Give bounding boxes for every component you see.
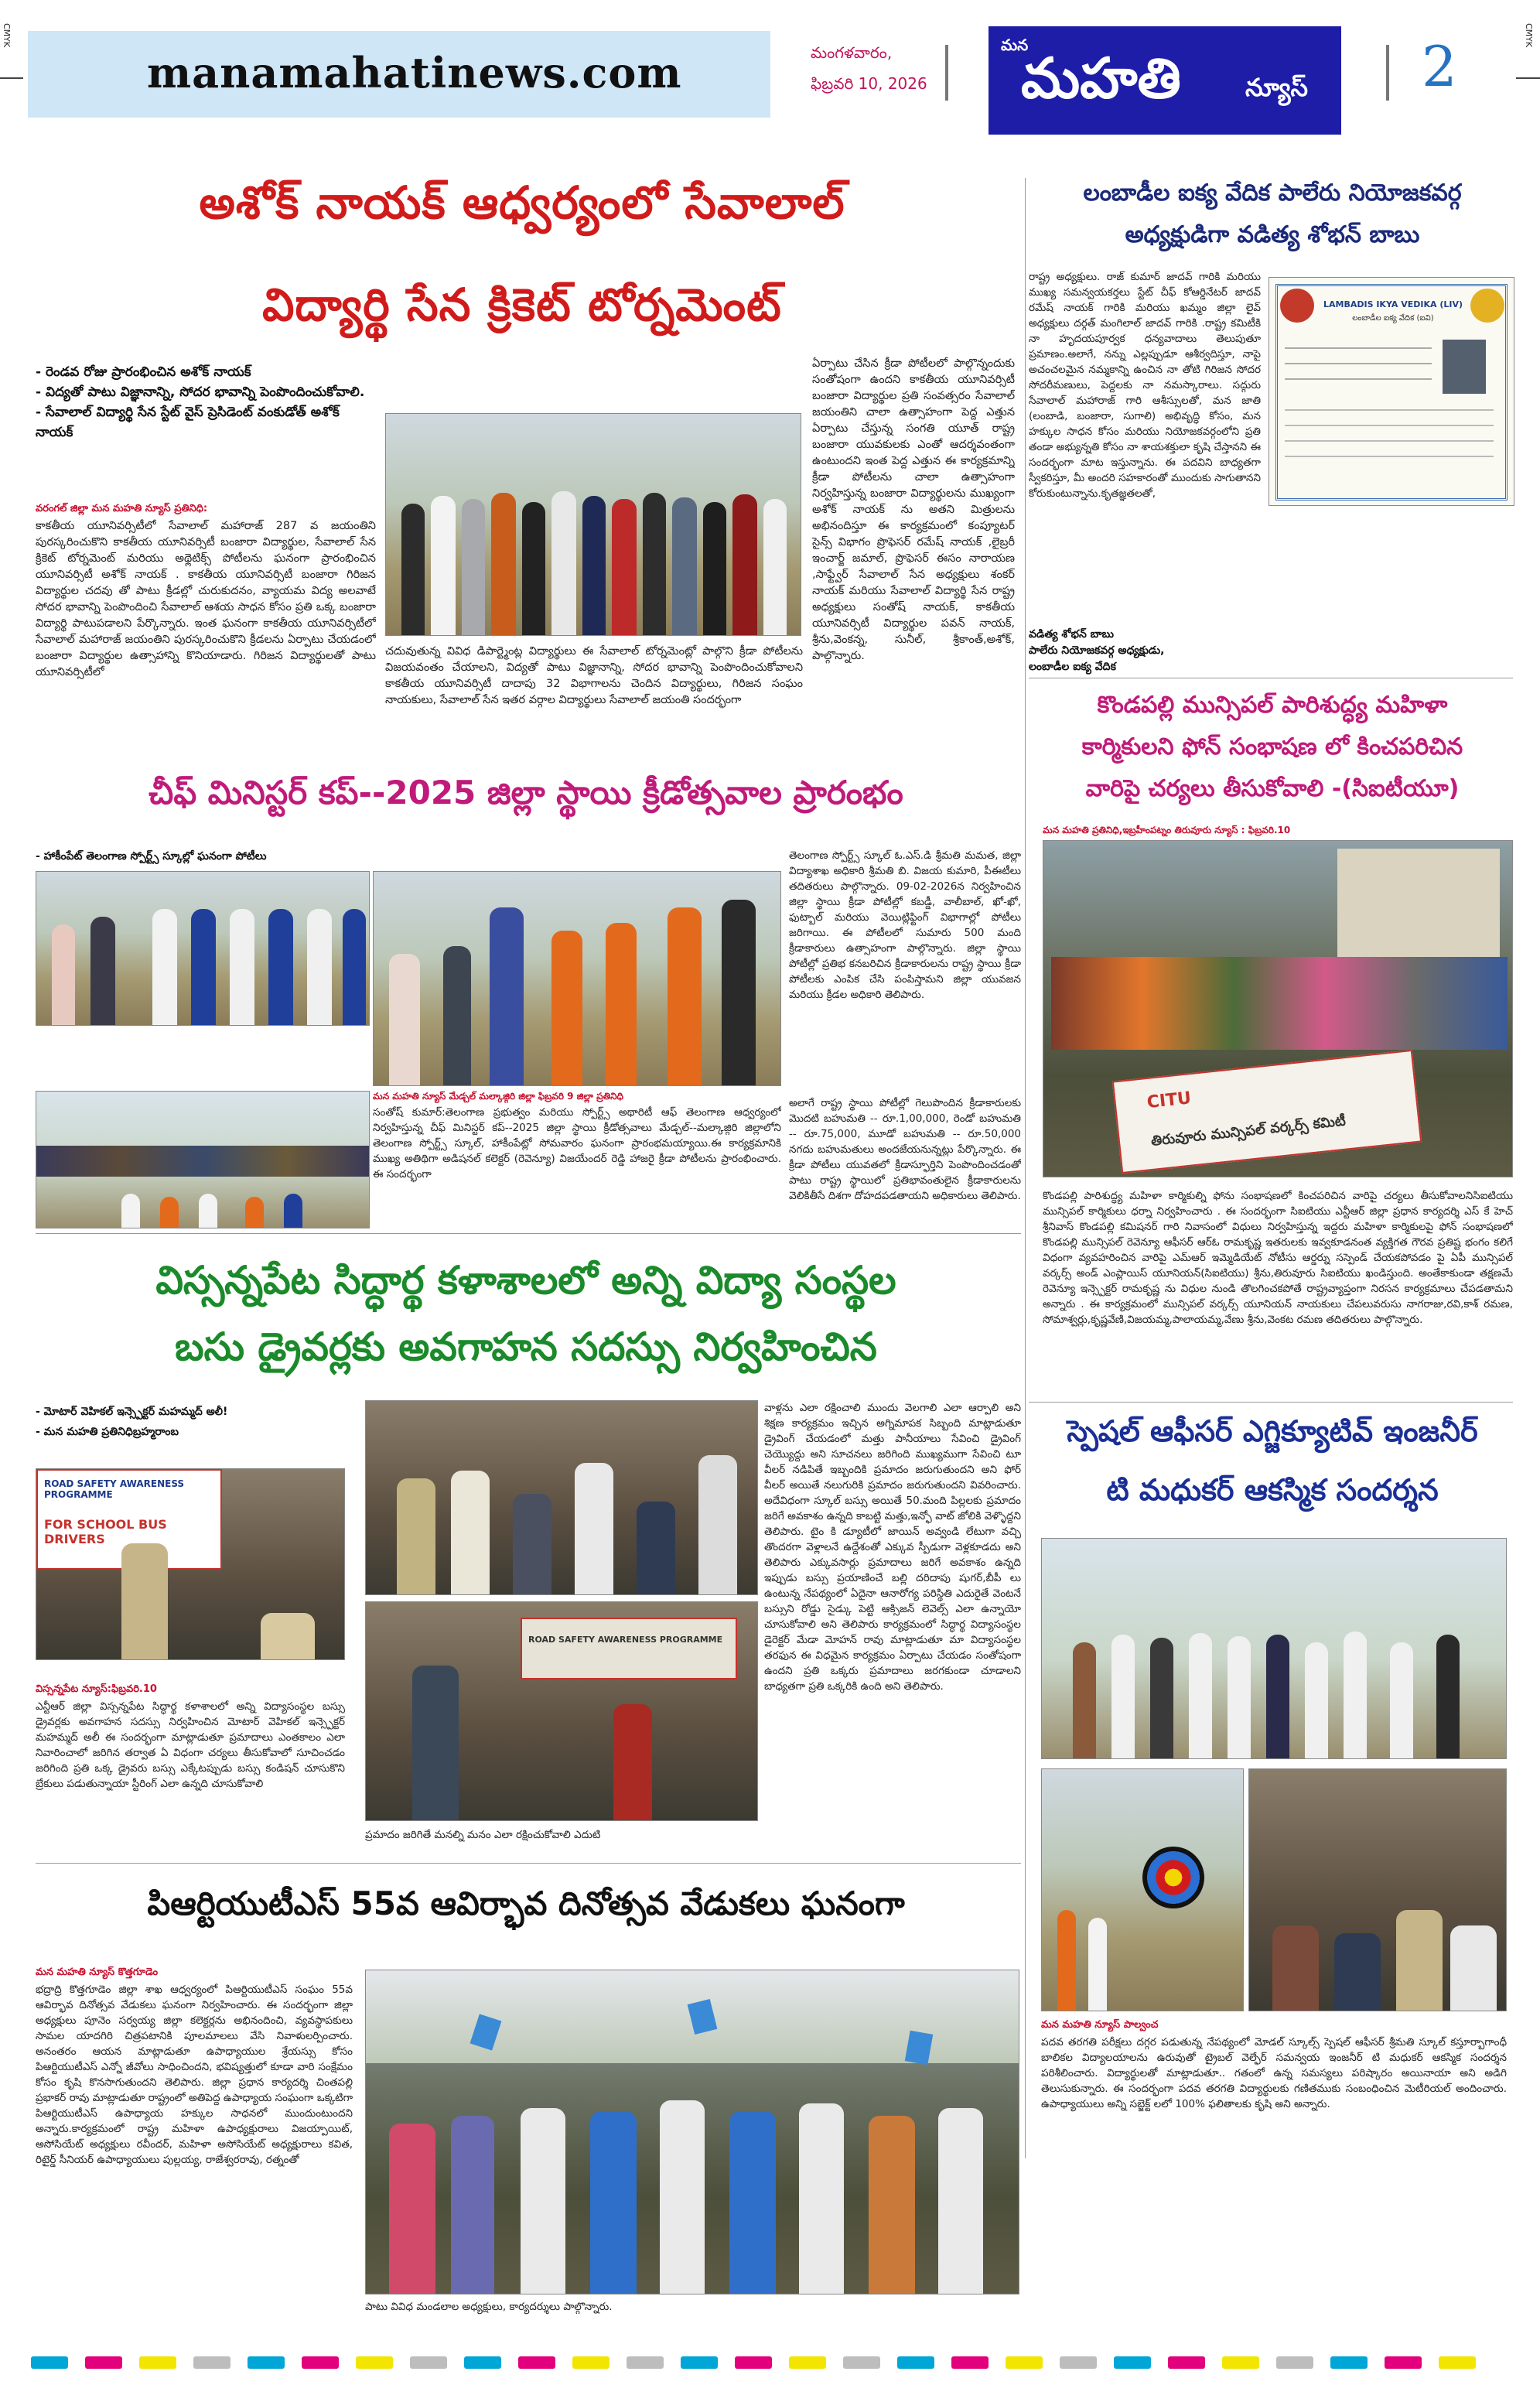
story4-bullet: - హాకీంపేట్ తెలంగాణ స్పోర్ట్స్ స్కూల్లో ఘనంగా పోటీలు [36,850,267,863]
story7-dateline: మన మహతి న్యూస్ కొత్తగూడెం [36,1966,159,1978]
story5-photo-drivers-audience [365,1400,758,1595]
story1-dateline: వరంగల్ జిల్లా మన మహతి న్యూస్ ప్రతినిధి: [36,503,208,514]
story5-headline-1: విస్సన్నపేట సిద్ధార్థ కళాశాలలో అన్ని విద్యా సంస్థల [155,1258,896,1303]
story3-headline-3: వారిపై చర్యలు తీసుకోవాలి -(సిఐటీయూ) [1085,775,1460,802]
masthead-logo [989,26,1341,135]
story5-bullets [36,1402,360,1442]
logo-suffix: న్యూస్ [1245,73,1308,102]
portrait-photo [1443,340,1486,394]
cmyk-register-mark-left: CMYK [2,23,12,48]
cmyk-register-mark-right: CMYK [1524,23,1534,48]
row-divider [36,1233,1021,1234]
story2-headline-2: అధ్యక్షుడిగా వడిత్య శోభన్ బాబు [1125,221,1420,248]
story4-col2: తెలంగాణ స్పోర్ట్స్ స్కూల్ ఓ.ఎస్.డి శ్రీమతి మమత, జిల్లా విద్యాశాఖ అధికారి శ్రీమతి బి. విజయ కుమారి, పీఈటీలు తదితరులు పాల్గొన్నారు. 09-02-2026న నిర్వహించిన జిల్లా స్థాయి క్రీడా పోటీల్లో కబడ్డీ, వాలీబాల్, ఖో-ఖో, ఫుట్బాల్ మరియు వెయిట్లిఫ్టింగ్ విభాగాల్లో పోటీలు జరిగాయి. ఈ పోటీలలో సుమారు 500 మంది క్రీడాకారులు ఉత్సాహంగా పాల్గొన్నారు. జిల్లా స్థాయి పోటీల్లో ప్రతిభ కనబరిచిన క్రీడాకారులను రాష్ట్ర స్థాయి క్రీడా పోటీలకు ఎంపిక చేసి పంపిస్తామని జిల్లా యువజన మరియు క్రీడల అధికారి తెలిపారు. [789,849,1021,1001]
story4-photo-handshake [373,871,781,1086]
site-url[interactable]: manamahatinews.com [147,48,682,97]
story3-headline-1: కొండపల్లి మున్సిపల్ పారిశుద్ధ్య మహిళా [1097,692,1448,719]
register-line [0,77,23,79]
bullet: - మన మహతి ప్రతినిధిబ్రహ్మరాంబ [36,1426,179,1438]
emblem-icon [1470,289,1504,323]
story5-col3: వాళ్లను ఎలా రక్షించాలి ముందు వెలగాలి ఎలా ఆర్పాలి అని శిక్షణ కార్యక్రమం ఇచ్చిన అగ్నిమాపక సిబ్బంది మాట్లాడుతూ డ్రైవింగ్ చేయడంలో మత్తు పానీయాలు సేవించి డ్రైవింగ్ చెయ్యొద్దు అని సూచనలు జరిగింది ముఖ్యముగా సేవించి టూ వీలర్ నడిపితే ఇబ్బందికి ప్రమాదం జరుగుతుందని అని ఫోర్ వీలర్ అయితే నలుగురికి ప్రమాదం జరుగుతుందని వివరించారు. అదేవిధంగా స్కూల్ బస్సు అయితే 50.మంది పిల్లలకు ప్రమాదం జరిగే అవకాశం ఉన్నది కాబట్టి మత్తు,ఇన్ఫో వాట్ జోలికి వెళ్ళొద్దని తెలిపారు. టైం కి డ్యూటీలో జాయిన్ అవ్వండి లేటుగా వచ్చి తొందరగా వెళ్లాలనే ఉద్దేశంతో ఎక్కువ స్పీడుగా వెళ్లకూడదు అని తెలిపారు ఎక్కువసార్లు ప్రమాదాలు జరిగే అవకాశం ఉన్నది ఇప్పుడు బస్సు ప్రయాణించే బల్లి దరిదాపు షుగర్,బీపీ లు ఉంటున్న నేపథ్యంలో ఏదైనా ఆనారోగ్య పరిస్థితి ఎదురైతే వెంటనే బస్సుని రోడ్డు సైడ్కు పెట్టి ఆక్సిజన్ లెవెల్స్ ఎలా ఉన్నాయో చూసుకోవాలి అని తెలిపారు కార్యక్రమంలో సిద్ధార్థ విద్యాసంస్థల డైరెక్టర్ మేడా మోహన్ రావు మాట్లాడుతూ మా విద్యాసంస్థల తరఫున ఈ విధమైన కార్యక్రమం ఏర్పాటు చేయడం సంతోషంగా ఉందని ప్రతి ఒక్కరు ప్రమాదాలు జరగకుండా చూడాలని బాధ్యతగా ప్రతి ఒక్కరికి ఉంది అని తెలిపారు. [764,1402,1021,1693]
story1-bullets [36,362,373,442]
story1-headline-1: అశోక్ నాయక్ ఆధ్వర్యంలో సేవాలాల్ [199,176,845,229]
story4-col2b: అలాగే రాష్ట్ర స్థాయి పోటీల్లో గెలుపొందిన క్రీడాకారులకు మొదటి బహుమతి -- రూ.1,00,000, రెండో బహుమతి -- రూ.75,000, మూడో బహుమతి -- రూ.50,000 నగదు బహుమతులు అందజేయనున్నట్లు పేర్కొన్నారు. ఈ క్రీడా పోటీలు యువతలో క్రీడాస్ఫూర్తిని పెంపొందించడంతో పాటు రాష్ట్ర స్థాయిలో ప్రతిభావంతులైన క్రీడాకారులను వెలికితీసే దిశగా దోహదపడతాయని అధికారులు తెలిపారు. [789,1097,1021,1202]
divider [945,45,948,101]
story7-headline: పిఆర్టియుటీఎస్ 55వ ఆవిర్భావ దినోత్సవ వేడుకలు ఘనంగా [147,1884,905,1922]
bullet: - రెండవ రోజు ప్రారంభించిన అశోక్ నాయక్ [36,364,251,380]
story2-headline-1: లంబాడీల ఐక్య వేదిక పాలేరు నియోజకవర్గ [1083,179,1462,207]
road-safety-banner: ROAD SAFETY AWARENESS PROGRAMME [521,1618,737,1679]
road-safety-banner: ROAD SAFETY AWARENESS PROGRAMME FOR SCHOOL BUS DRIVERS [36,1469,222,1570]
story6-headline-2: టి మధుకర్ ఆకస్మిక సందర్శన [1106,1473,1439,1507]
logo-prefix: మన [1001,36,1029,54]
story5-photo-officer-speaking [36,1468,345,1660]
story6-photo-students-row [1041,1538,1507,1759]
issue-day: మంగళవారం, [811,43,893,62]
column-divider [1025,178,1026,2158]
emblem-icon [1280,289,1314,323]
story1-col2: చదువుతున్న వివిధ డిపార్ట్మెంట్ల విద్యార్థులు ఈ సేవాలాల్ టోర్నమెంట్లో పాల్గొని క్రీడా పోటీలను విజయవంతం చేయాలని, విద్యతో పాటు విజ్ఞానాన్ని, సోదర భావాన్ని పెంపొందించుకోవాలని కాకతీయ యూనివర్సిటీ దాదాపు 32 విభాగాలను చెందిన విద్యార్థులు, గిరిజన సంఘం నాయకులు, సేవాలాల్ సేన ఇతర వర్గాల విద్యార్థులు సేవాలాల్ జయంతి సందర్భంగా [385,645,803,706]
bullet: - సేవాలాల్ విద్యార్థి సేన స్టేట్ వైస్ ప్రెసిడెంట్ వంకుడోత్ అశోక్ నాయక్ [36,405,340,440]
story4-photo-kabaddi [36,1091,370,1228]
story2-certificate: LAMBADIS IKYA VEDIKA (LIV) లంబాడీల ఐక్య వేదిక (ఐవి) [1269,277,1514,506]
story6-body: పదవ తరగతి పరీక్షలు దగ్గర పడుతున్న నేపథ్యంలో మోడల్ స్కూల్స్ స్పెషల్ ఆఫీసర్ శ్రీమతి స్కూల్ కస్తూర్బాగాంధీ బాలికల విద్యాలయాలను ఉరువుతో ట్రైబల్ వెల్ఫేర్ సమన్వయ ఇంజనీర్ టి మధుకర్ ఆకస్మిక సందర్శన పరిశీలించారు. విద్యార్థులతో మాట్లాడుతూ.. గతంలో ఉన్న సమస్యలు పరిష్కారం అయినాయా అని అడిగి తెలుసుకున్నారు. ఈ సందర్భంగా పదవ తరగతి విద్యార్థులకు గణితముకు సంబంధించిన మెటీరియల్ అందించారు. ఉపాధ్యాయులు అన్ని సబ్జెక్ట్ లలో 100% ఫలితాలకు కృషి అని అన్నారు. [1041,2036,1507,2110]
row-divider [36,1863,1021,1864]
story7-body: భద్రాద్రి కొత్తగూడెం జిల్లా శాఖ ఆధ్వర్యంలో పిఆర్టియుటీఎస్ సంఘం 55వ ఆవిర్భావ దినోత్సవ వేడుకలు ఘనంగా నిర్వహించారు. ఈ సందర్భంగా జిల్లా అధ్యక్షులు పూనెం సర్వయ్య జిల్లా కలెక్టర్లను అభినందించి, వ్యవస్థాపకులు సామల యాదగిరి చిత్రపటానికి పూలమాలలు వేసి నివాళులర్పించారు. అనంతరం ఆయన మాట్లాడుతూ ఉపాధ్యాయుల శ్రేయస్సు కోసం పిఆర్టియుటీఎస్ ఎన్నో జీవోలు సాధించిందని, భవిష్యత్తులో కూడా వారి సంక్షేమం కోసం కృషి కొనసాగుతుందని తెలిపారు. జిల్లా ప్రధాన కార్యదర్శి చింతపల్లి ప్రభాకర్ రావు మాట్లాడుతూ రాష్ట్రంలో అతిపెద్ద ఉపాధ్యాయ సంఘంగా ఒక్కటిగా పిఆర్టియుటీఎస్ ఉపాధ్యాయ హక్కుల సాధనలో ముందుంటుందని అన్నారు.కార్యక్రమంలో రాష్ట్ర మహిళా ఉపాధ్యక్షురాలు విజయ్పాయిట్, అసోసియేట్ అధ్యక్షులు రవీందర్, మహిళా అసోసియేట్ అధ్యక్షురాలు కవిత, రిటైర్డ్ సీనియర్ ఉపాధ్యాయులు పుల్లయ్య, రాజేశ్వరరావు, రత్నంతో [36,1984,353,2166]
story6-headline-1: స్పెషల్ ఆఫీసర్ ఎగ్జిక్యూటివ్ ఇంజనీర్ [1067,1414,1478,1448]
story5-col2: ప్రమాదం జరిగితే మనల్ని మనం ఎలా రక్షించుకోవాలి ఎదుటి [365,1829,601,1841]
row-divider [1029,1402,1513,1403]
story4-col1: సంతోష్ కుమార్:తెలంగాణ ప్రభుత్వం మరియు స్పోర్ట్స్ అథారిటీ ఆఫ్ తెలంగాణ ఆధ్వర్యంలో నిర్వహిస్తున్న చీఫ్ మినిస్టర్ కప్--2025 జిల్లా స్థాయి క్రీడోత్సవాలు మేడ్చల్--మల్కాజ్గిరి జిల్లాలోని తెలంగాణ స్పోర్ట్స్ స్కూల్, హాకీంపేట్లో సోమవారం ఘనంగా ప్రారంభమయ్యాయి.ఈ కార్యక్రమానికి ముఖ్య అతిథిగా అడిషనల్ కలెక్టర్ (రెవెన్యూ) విజయేందర్ రెడ్డి హాజరై క్రీడా పోటీలను ప్రారంభించారు. ఈ సందర్భంగా [373,1106,781,1181]
divider [1386,45,1389,101]
story2-signature: వడిత్య శోభన్ బాబు పాలేరు నియోజకవర్గ అధ్యక్షుడు, లంబాడీల ఐక్య వేదిక [1029,628,1165,673]
archery-target-icon [1142,1847,1204,1908]
logo-title: మహతి [1021,45,1181,111]
register-line [1516,77,1540,79]
story6-photo-archery-target [1041,1768,1244,2011]
story1-photo-cricket-team [385,413,801,636]
story5-photo-fire-safety-demo [365,1601,758,1821]
story6-photo-classroom [1248,1768,1507,2011]
story5-col1: ఎన్టీఆర్ జిల్లా విస్సన్నపేట సిద్ధార్థ కళాశాలలో అన్ని విద్యాసంస్థల బస్సు డ్రైవర్లకు అవగాహన సదస్సు నిర్వహించిన మోటార్ వెహికల్ ఇన్స్పెక్టర్ మహమ్మద్ అలీ ఈ సందర్భంగా మాట్లాడుతూ ప్రమాదాలు ఎంతకాలం ఎలా నివారించాలో జరిగిన తర్వాత ఏ విధంగా చర్యలు తీసుకోవాలో సూచించడం జరిగింది ప్రతి ఒక్క డ్రైవరు బస్సు ఎక్కేటప్పుడు బస్సు కండిషన్ చూసుకొని బ్రేకులు పడుతున్నాయా స్టీరింగ్ ఎలా ఉన్నది చూసుకోవాలి [36,1700,345,1790]
story4-headline: చీఫ్ మినిస్టర్ కప్--2025 జిల్లా స్థాయి క్రీడోత్సవాల ప్రారంభం [149,774,903,812]
story4-photo-players [36,871,370,1026]
bullet: - మోటార్ వెహికల్ ఇన్స్పెక్టర్ మహమ్మద్ అలీ! [36,1406,228,1418]
story5-headline-2: బసు డ్రైవర్లకు అవగాహన సదస్సు నిర్వహించిన [175,1324,877,1369]
story3-dateline: మన మహతి ప్రతినిధి,ఇబ్రహీంపట్నం తిరువూరు న్యూస్ : ఫిబ్రవరి.10 [1043,825,1291,835]
story1-col1: కాకతీయ యూనివర్సిటీలో సేవాలాల్ మహారాజ్ 287 వ జయంతిని పురస్కరించుకొని కాకతీయ యూనివర్సిటీ బంజారా విద్యార్థుల, సేవాలాల్ సేన క్రికెట్ టోర్నమెంట్ మరియు అథ్లెటిక్స్ పోటీలను ఘనంగా ప్రారంభించిన యూనివర్సిటీ అశోక్ నాయక్ . కాకతీయ యూనివర్సిటీ బంజారా గిరిజన విద్యార్థుల చదవు తో పాటు క్రీడల్లో చురుకుదనం, వ్యాయమ విద్య అలవాటే సోదర భావాన్ని పెంపొందించి సేవాలాల్ ఆశయ సాధన కోసం ప్రతి ఒక్క బంజారా విద్యార్థి పాటుపడాలని పేర్కొన్నారు. ఇంత ఘనంగా కాకతీయ యూనివర్సిటీలో సేవాలాల్ మహారాజ్ జయంతిని పురస్కరించుకొని క్రీడలను ఏర్పాటు చేయడంలో బంజారా విద్యార్థుల ఉత్సాహాన్ని కొనియాడారు. గిరిజన విద్యార్థులతో పాటు యూనివర్సిటీలో [36,520,376,678]
story1-headline-2: విద్యార్థి సేన క్రికెట్ టోర్నమెంట్ [262,278,782,331]
citu-banner: CITU తిరువూరు మున్సిపల్ వర్కర్స్ కమిటీ [1112,1050,1422,1174]
story3-headline-2: కార్మికులని ఫోన్ సంభాషణ లో కించపరిచిన [1081,733,1463,760]
story7-caption: పాటు వివిధ మండలాల అధ్యక్షులు, కార్యదర్శులు పాల్గొన్నారు. [365,2301,613,2313]
story5-dateline: విస్సన్నపేట న్యూస్:ఫిబ్రవరి.10 [36,1683,157,1695]
story1-col3: ఏర్పాటు చేసిన క్రీడా పోటీలలో పాల్గొన్నందుకు సంతోషంగా ఉందని కాకతీయ యూనివర్సిటీ బంజారా విద్యార్థుల ప్రతి సంవత్సరం సేవాలాల్ జయంతిని చాలా ఉత్సాహంగా పెద్ద ఎత్తున ఏర్పాటు చేస్తున్న సంగతి యూత్ రాష్ట్ర బంజారా యువకులకు ఎంతో ఆదర్శవంతంగా ఉంటుందని ఇంత పెద్ద ఎత్తున ఈ కార్యక్రమాన్ని క్రీడా పోటీలను చాలా ఉత్సాహంగా నిర్వహిస్తున్న బంజారా విద్యార్థులను ముఖ్యంగా అశోక్ నాయక్ ను అతని మిత్రులను అభినందిస్తూ ఈ కార్యక్రమంలో కంప్యూటర్ సైన్స్ విభాగం ప్రొఫెసర్ రమేష్ నాయక్ ,లైబ్రరీ ఇంచార్జ్ జమాల్, ప్రొఫెసర్ ఈసం నారాయణ ,సాఫ్ట్వేర్ సేవాలాల్ సేన అధ్యక్షులు శంకర్ నాయక్ మరియు సేవాలాల్ విద్యార్థి సేన రాష్ట్ర అధ్యక్షులు సంతోష్ నాయక్, కాకతీయ యూనివర్సిటీ విద్యార్థుల పవన్ నాయక్, శ్రీను,వెంకన్న, సునీల్, శ్రీకాంత్,అశోక్, పాల్గొన్నారు. [812,357,1015,662]
story7-photo-celebration [365,1970,1019,2294]
issue-date: ఫిబ్రవరి 10, 2026 [811,74,927,93]
page-number: 2 [1422,34,1457,99]
story3-photo-citu-protest [1043,840,1513,1177]
story4-dateline: మన మహతి న్యూస్ మేడ్చల్ మల్కాజ్గిరి జిల్లా ఫిబ్రవరి 9 జిల్లా ప్రతినిధి [373,1091,623,1102]
story6-dateline: మన మహతి న్యూస్ పాల్వంచ [1041,2019,1159,2031]
story2-body: రాష్ట్ర అధ్యక్షులు. రాజ్ కుమార్ జాదవ్ గారికి మరియు ముఖ్య సమన్వయకర్తలు స్టేట్ చీఫ్ కోఆర్డినేటర్ జాదవ్ రమేష్ నాయక్ గారికి మరియు ఖమ్మం జిల్లా లైవ్ అధ్యక్షులు దర్గత్ మంగిలాల్ జాదవ్ గారికి .రాష్ట్ర కమిటీకి నా హృదయపూర్వక ధన్యవాదాలు తెలుపుతూ ప్రమాణం.అలాగే, నన్ను ఎల్లప్పుడూ ఆశీర్వదిస్తూ, నాపై అచంచలమైన నమ్మకాన్ని ఉంచిన నా తోటి గిరిజన సోదర సోదరీమణులు, పెద్దలకు నా నమస్కారాలు. సద్గురు సేవాలాల్ మహారాజ్ గారి ఆశీస్సులతో, మన జాతి (లంబాడి, బంజారా, సుగాలి) అభివృద్ధి కోసం, మన హక్కుల సాధన కోసం మరియు నియోజకవర్గంలోని ప్రతి తండా అభ్యున్నతి కోసం నా శాయశక్తులా కృషి చేస్తానని ఈ సందర్భంగా మాట ఇస్తున్నాను. ఈ పదవిని బాధ్యతగా స్వీకరిస్తూ, మీ అందరి సహకారంతో ముందుకు సాగుతానని కోరుకుంటున్నాను.కృతజ్ఞతలతో, [1029,271,1261,500]
story3-body: కొండపల్లి పారిశుద్ధ్య మహిళా కార్మికుల్ని ఫోను సంభాషణలో కించపరిచిన వారిపై చర్యలు తీసుకోవాలనిసిఐటియు మున్సిపల్ కార్మికులు ధర్నా నిర్వహించారు . ఈ సందర్భంగా సిఐటియు ఎన్టీఆర్ జిల్లా ప్రధాన కార్యదర్శి ఎస్ కే హెచ్ శ్రీనివాస్ కొండపల్లి కమిషనర్ గారి నివాసంలో విధులు నిర్వహిస్తున్న ఇద్దరు మహిళా కార్మికులపై ఫోన్ సంభాషణలో కొండపల్లి మున్సిపల్ రెవెన్యూ ఆఫీసర్ ఆర్ఓ రామకృష్ణ ఇతరులకు ఇవ్వకూడనంత వ్యక్తిగత గౌరవ ప్రతిష్ట భంగం కలిగే విధంగా వ్యవహరించిన వారిపై ఎమ్ఆర్ ఇమ్మెడియేట్ నోటీసు ఆర్డర్ను సస్పెండ్ చేయకపోవడం పై ఏపీ మున్సిపల్ వర్కర్స్ అండ్ ఎంప్లాయిస్ యూనియన్(సిఐటియు) శ్రీను,తిరువూరు సిఐటియు ఖండిస్తుంది. అంతేకాకుండా తక్షణమే రెవెన్యూ ఇన్స్పెక్టర్ రామకృష్ణ ను విధుల నుండి తొలగించకపోతే రాష్ట్రవ్యాప్తంగా నిరసన కార్యక్రమాలు చేపడతామని అన్నారు . ఈ కార్యక్రమంలో మున్సిపల్ వర్కర్స్ యూనియన్ నాయకులు చేపలువరుసు నాగరాజు,రవి,కాశ్ రమణ, సోమాశ్వర్లు,కృష్ణవేణి,విజయమ్మ,పాలాయమ్మ,వేణు శ్రీను,వెంకట రమణ తదితరులు పాల్గొన్నారు. [1043,1190,1513,1326]
bullet: - విద్యతో పాటు విజ్ఞానాన్ని, సోదర భావాన్ని పెంపొందించుకోవాలి. [36,384,365,400]
